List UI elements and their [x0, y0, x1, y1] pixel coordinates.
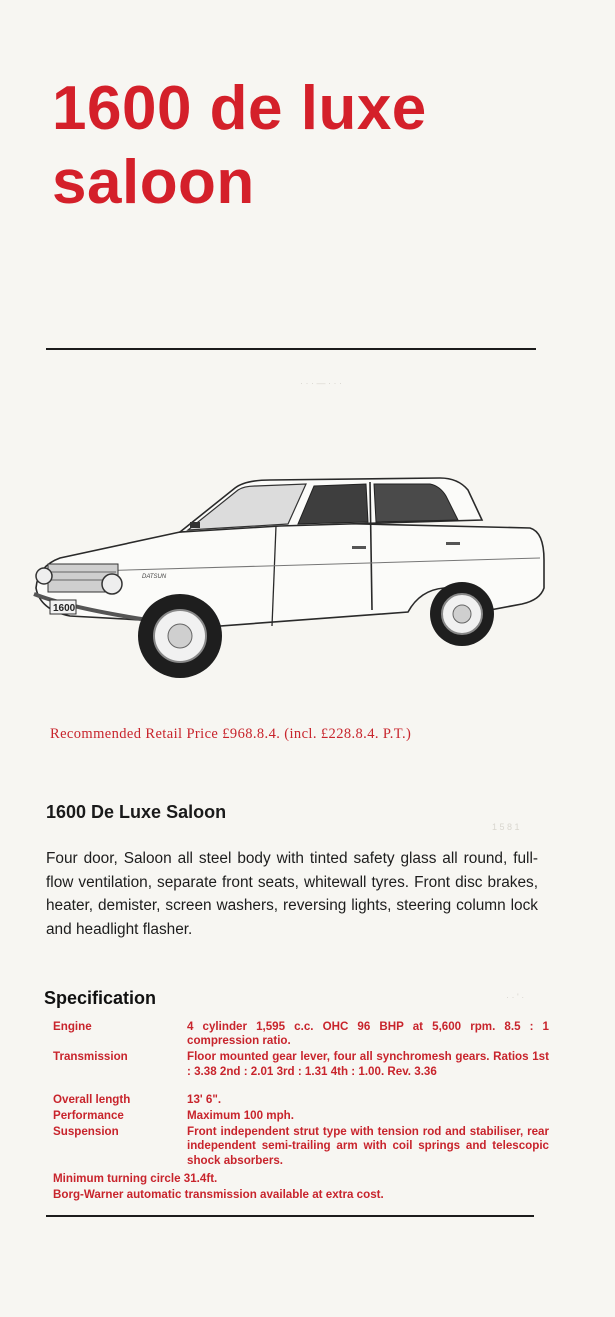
model-description: Four door, Saloon all steel body with tinted safety glass all round, full-flow ventilation, separate front seats, whitewall tyres. Front disc brakes, heater, demister, screen washers, reversing lights, steering column lock and headlight flasher.: [46, 850, 538, 938]
spec-label: Suspension: [53, 1125, 119, 1139]
show-through-text: · · · — · · ·: [300, 378, 342, 388]
specification-table: [53, 1020, 549, 1202]
spec-row-engine: [53, 1020, 549, 1048]
spec-row-overall-length: [53, 1093, 549, 1107]
spec-label: Transmission: [53, 1050, 128, 1064]
page-title: [52, 72, 427, 220]
spec-label: Overall length: [53, 1092, 131, 1106]
turning-circle: Minimum turning circle 31.4ft.: [53, 1171, 218, 1185]
spec-label: Engine: [53, 1020, 92, 1033]
spec-label: Performance: [53, 1109, 124, 1123]
spec-row-transmission: [53, 1050, 549, 1078]
specification-heading: Specification: [44, 988, 157, 1008]
spec-value: Front independent strut type with tension rod and stabiliser, rear independent semi-trailing arm with coil springs and telescopic shock absorbers.: [187, 1125, 549, 1167]
top-divider: [46, 348, 536, 350]
number-plate-badge: 1600: [53, 603, 76, 614]
spec-value: Floor mounted gear lever, four all synchromesh gears. Ratios 1st : 3.38 2nd : 2.01 3rd : 1.31 4th : 1.00. Rev. 3.36: [187, 1050, 549, 1078]
show-through-text: · · ' ·: [506, 992, 525, 1002]
spec-row-performance: [53, 1109, 549, 1123]
spec-value: 13' 6".: [187, 1092, 222, 1106]
bottom-divider: [46, 1215, 534, 1217]
title-line-2: saloon: [52, 148, 255, 217]
model-heading: 1600 De Luxe Saloon: [46, 802, 227, 822]
title-line-1: 1600 de luxe: [52, 74, 427, 143]
car-illustration: [30, 460, 550, 690]
automatic-transmission-note: Borg-Warner automatic transmission available at extra cost.: [53, 1188, 384, 1202]
spec-value: 4 cylinder 1,595 c.c. OHC 96 BHP at 5,600 rpm. 8.5 : 1 compression ratio.: [187, 1020, 549, 1048]
spec-value: Maximum 100 mph.: [187, 1109, 294, 1123]
show-through-text: 1 5 8 1: [492, 822, 520, 832]
spec-row-suspension: [53, 1125, 549, 1168]
side-script: DATSUN: [142, 574, 167, 580]
retail-price: Recommended Retail Price £968.8.4. (incl. £228.8.4. P.T.): [50, 726, 412, 742]
